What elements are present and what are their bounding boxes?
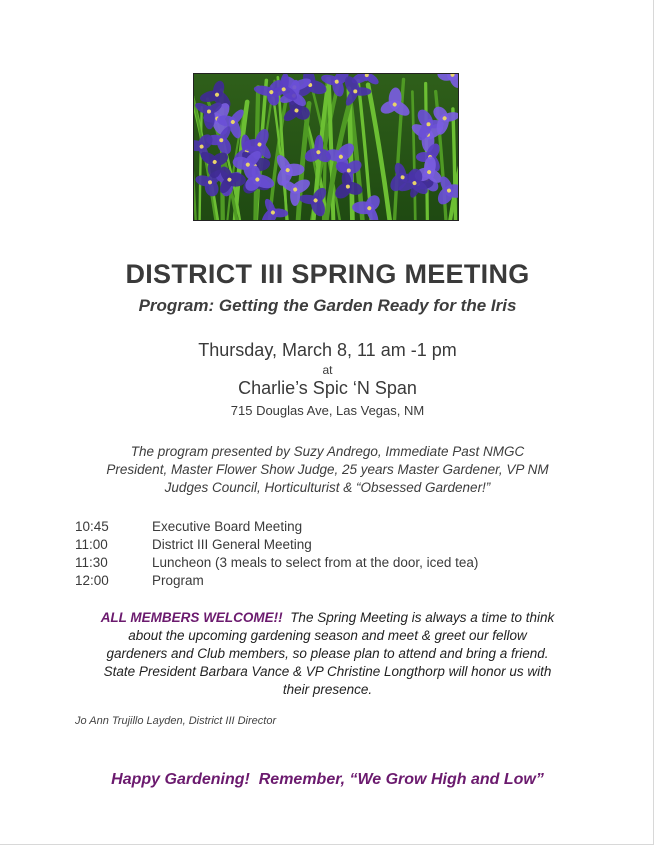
welcome-line [0,609,655,627]
schedule-item [75,554,478,572]
signature: Jo Ann Trujillo Layden, District III Director [75,715,277,727]
welcome-line: gardeners and Club members, so please plan to attend and bring a friend. [106,646,549,661]
presenter-description [0,443,655,497]
schedule-activity: Luncheon (3 meals to select from at the door, iced tea) [152,555,479,570]
welcome-line: State President Barbara Vance & VP Christine Longthorp will honor us with [103,664,552,679]
event-venue: Charlie’s Spic ‘N Span [238,378,417,398]
schedule-activity: District III General Meeting [152,537,312,552]
welcome-line: about the upcoming gardening season and meet & greet our fellow [128,628,527,643]
schedule-time: 10:45 [75,519,109,534]
presenter-line: The program presented by Suzy Andrego, Immediate Past NMGC [130,444,525,459]
welcome-line: their presence. [282,682,373,697]
program-subtitle: Program: Getting the Garden Ready for the Iris [138,296,517,315]
schedule-item [75,536,478,554]
page-title: DISTRICT III SPRING MEETING [125,259,530,289]
schedule-activity: Executive Board Meeting [152,519,303,534]
event-date-time: Thursday, March 8, 11 am -1 pm [198,340,457,360]
schedule-item [75,572,478,590]
welcome-paragraph [0,609,655,699]
schedule-time: 12:00 [75,573,109,588]
event-at-label: at [322,363,333,377]
closing-line: Happy Gardening! Remember, “We Grow High and Low” [111,771,544,788]
presenter-line: Judges Council, Horticulturist & “Obsessed Gardener!” [164,480,491,495]
schedule-list [75,518,478,590]
schedule-time: 11:30 [75,555,108,570]
welcome-lead: ALL MEMBERS WELCOME!! [100,610,283,625]
welcome-first-line-text: The Spring Meeting is always a time to think [282,610,555,625]
schedule-activity: Program [152,573,204,588]
event-address: 715 Douglas Ave, Las Vegas, NM [230,403,425,418]
iris-flowers-photo [193,73,459,221]
schedule-time: 11:00 [75,537,108,552]
schedule-item [75,518,478,536]
presenter-line: President, Master Flower Show Judge, 25 years Master Gardener, VP NM [106,462,549,477]
